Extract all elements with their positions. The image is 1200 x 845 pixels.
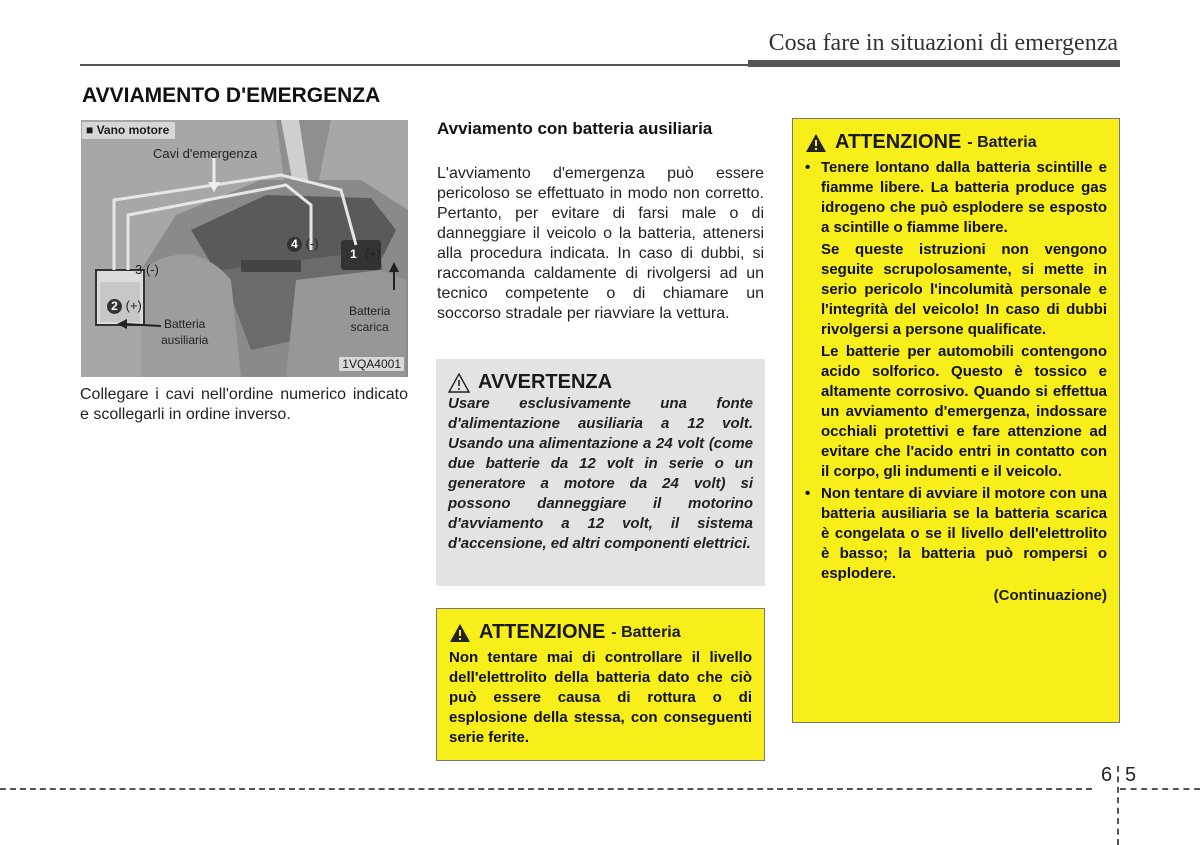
figure-instructions: Collegare i cavi nell'ordine numerico indicato e scollegarli in ordine inverso. <box>80 386 408 423</box>
marker-number: 1 <box>346 247 361 262</box>
marker-2 <box>107 298 142 314</box>
footer-rule <box>1120 788 1200 790</box>
subsection-text: L'avviamento d'emergenza può essere pericoloso se effettuato in modo non corretto. Pertanto, per evitare di farsi male o di danneggiare il veicolo o la batteria, attenersi alla procedura indicata. In caso di dubbi, si raccomanda caldamente di rivolgersi ad un tecnico competente o di chiamare un soccorso stradale per riavviare la vettura. <box>437 165 764 322</box>
engine-bay-figure <box>81 120 408 377</box>
subsection-heading: Avviamento con batteria ausiliaria <box>437 119 713 138</box>
caution-triangle-icon <box>449 623 471 643</box>
caution-title-row <box>805 131 1107 154</box>
figure-caption: ■ Vano motore <box>82 122 175 139</box>
caution-bullet-text: Tenere lontano dalla batteria scintille e fiamme libere. La batteria produce gas idrogeno che può esplodere se esposto a scintille o fiamme libere. <box>821 159 1107 236</box>
marker-sign: (-) <box>305 236 319 251</box>
caution-bullet <box>805 158 1107 238</box>
header-rule <box>80 64 750 66</box>
warning-title-row <box>448 371 753 394</box>
caution-paragraph: Se queste istruzioni non vengono seguite scrupolosamente, si mette in serio pericolo l'incolumità personale e l'integrità del veicolo! In caso di dubbi rivolgersi a persone qualificate. <box>821 241 1107 338</box>
warning-title: AVVERTENZA <box>478 371 613 393</box>
caution-paragraph: Le batterie per automobili contengono acido solforico. Questo è tossico e altamente corrosivo. Quando si effettua un avviamento d'emergenza, indossare occhiali protettivi e fare attenzione ad evitare che l'acido entri in contatto con il corpo, gli indumenti e il veicolo. <box>821 343 1107 480</box>
caution-title: ATTENZIONE <box>835 131 962 153</box>
dead-battery-line: scarica <box>350 320 389 334</box>
caution-bullet <box>805 484 1107 584</box>
caution-title: ATTENZIONE <box>479 621 606 643</box>
warning-triangle-icon <box>448 373 470 393</box>
bullet-dot: • <box>805 485 811 502</box>
marker-number: 3 <box>135 262 143 277</box>
caution-box <box>436 608 765 761</box>
section-title: AVVIAMENTO D'EMERGENZA <box>82 84 381 107</box>
marker-sign: (-) <box>145 262 159 277</box>
warning-text: Usare esclusivamente una fonte d'alimentazione ausiliaria a 12 volt. Usando una alimentazione a 24 volt (come due batterie da 12 volt in serie o un generatore a motore da 24 volt) si possono danneggiare il motorino d'avviamento a 12 volt, il sistema d'accensione, ed altri componenti elettrici. <box>448 395 753 552</box>
cables-label: Cavi d'emergenza <box>153 146 258 161</box>
caution-box-battery <box>792 118 1120 723</box>
aux-battery-line: Batteria <box>164 317 206 331</box>
dead-battery-line: Batteria <box>349 304 391 318</box>
aux-battery-label <box>161 316 208 348</box>
caution-text: Non tentare mai di controllare il livello dell'elettrolito della batteria dato che ciò può essere causa di rottura o di esplosione della stessa, con conseguenti serie ferite. <box>449 649 752 746</box>
page-number: 5 <box>1125 764 1137 786</box>
figure-code: 1VQA4001 <box>339 357 404 371</box>
aux-battery-line: ausiliaria <box>161 333 209 347</box>
warning-box <box>436 359 765 586</box>
marker-number: 4 <box>287 237 302 252</box>
marker-number: 2 <box>107 299 122 314</box>
footer-divider <box>1117 766 1119 845</box>
marker-4 <box>287 236 319 252</box>
marker-sign: (+) <box>125 298 142 313</box>
caution-title-row <box>449 621 752 644</box>
bullet-dot: • <box>805 159 811 176</box>
footer-rule <box>0 788 1092 790</box>
caution-subtitle: - Batteria <box>611 623 681 641</box>
chapter-title: Cosa fare in situazioni di emergenza <box>768 30 1118 56</box>
marker-1 <box>346 246 381 262</box>
page-chapter-number: 6 <box>1101 764 1113 786</box>
caution-triangle-icon <box>805 133 827 153</box>
dead-battery-label <box>349 303 390 335</box>
marker-3 <box>135 262 159 277</box>
marker-sign: (+) <box>364 246 381 261</box>
caution-bullet-text: Non tentare di avviare il motore con una batteria ausiliaria se la batteria scarica è congelata o se il livello dell'elettrolito è basso; la batteria può rompersi o esplodere. <box>821 485 1107 582</box>
header-rule-accent <box>748 60 1120 67</box>
continuation-note: (Continuazione) <box>993 587 1107 604</box>
caution-subtitle: - Batteria <box>967 133 1037 151</box>
